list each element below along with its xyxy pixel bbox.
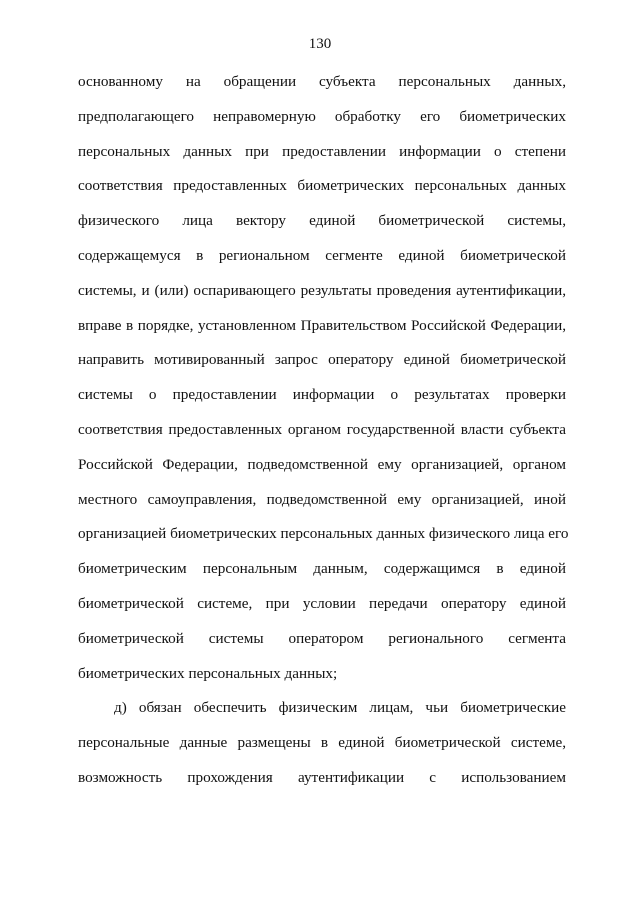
text-line: системы, и (или) оспаривающего результаты проведения аутентификации,	[78, 281, 566, 299]
text-line: местного самоуправления, подведомственной ему организацией, иной	[78, 490, 566, 508]
text-line: биометрическим персональным данным, содержащимся в единой	[78, 560, 566, 578]
text-line: биометрических персональных данных;	[78, 664, 338, 682]
text-line: Российской Федерации, подведомственной ему организацией, органом	[78, 455, 566, 473]
text-line: системы о предоставлении информации о результатах проверки	[78, 386, 566, 404]
page-number: 130	[308, 36, 332, 52]
text-line: биометрической системе, при условии передачи оператору единой	[78, 594, 566, 612]
text-line: персональных данных при предоставлении информации о степени	[78, 142, 566, 160]
text-line: соответствия предоставленных биометрических персональных данных	[78, 177, 566, 195]
text-line: содержащемуся в региональном сегменте единой биометрической	[78, 246, 566, 264]
text-line: организацией биометрических персональных данных физического лица его	[78, 525, 569, 543]
text-line: предполагающего неправомерную обработку его биометрических	[78, 107, 566, 125]
text-line: вправе в порядке, установленном Правительством Российской Федерации,	[78, 316, 566, 334]
text-line: персональные данные размещены в единой биометрической системе,	[78, 734, 566, 752]
body-text	[78, 72, 569, 803]
paragraph-first-line: д) обязан обеспечить физическим лицам, чьи биометрические	[114, 699, 566, 717]
text-line: соответствия предоставленных органом государственной власти субъекта	[78, 420, 566, 438]
text-line: основанному на обращении субъекта персональных данных,	[78, 73, 566, 90]
text-line: возможность прохождения аутентификации с использованием	[78, 768, 566, 786]
text-line: физического лица вектору единой биометрической системы,	[78, 212, 566, 230]
text-line: биометрической системы оператором регионального сегмента	[78, 629, 566, 647]
text-line: направить мотивированный запрос оператору единой биометрической	[78, 351, 566, 369]
